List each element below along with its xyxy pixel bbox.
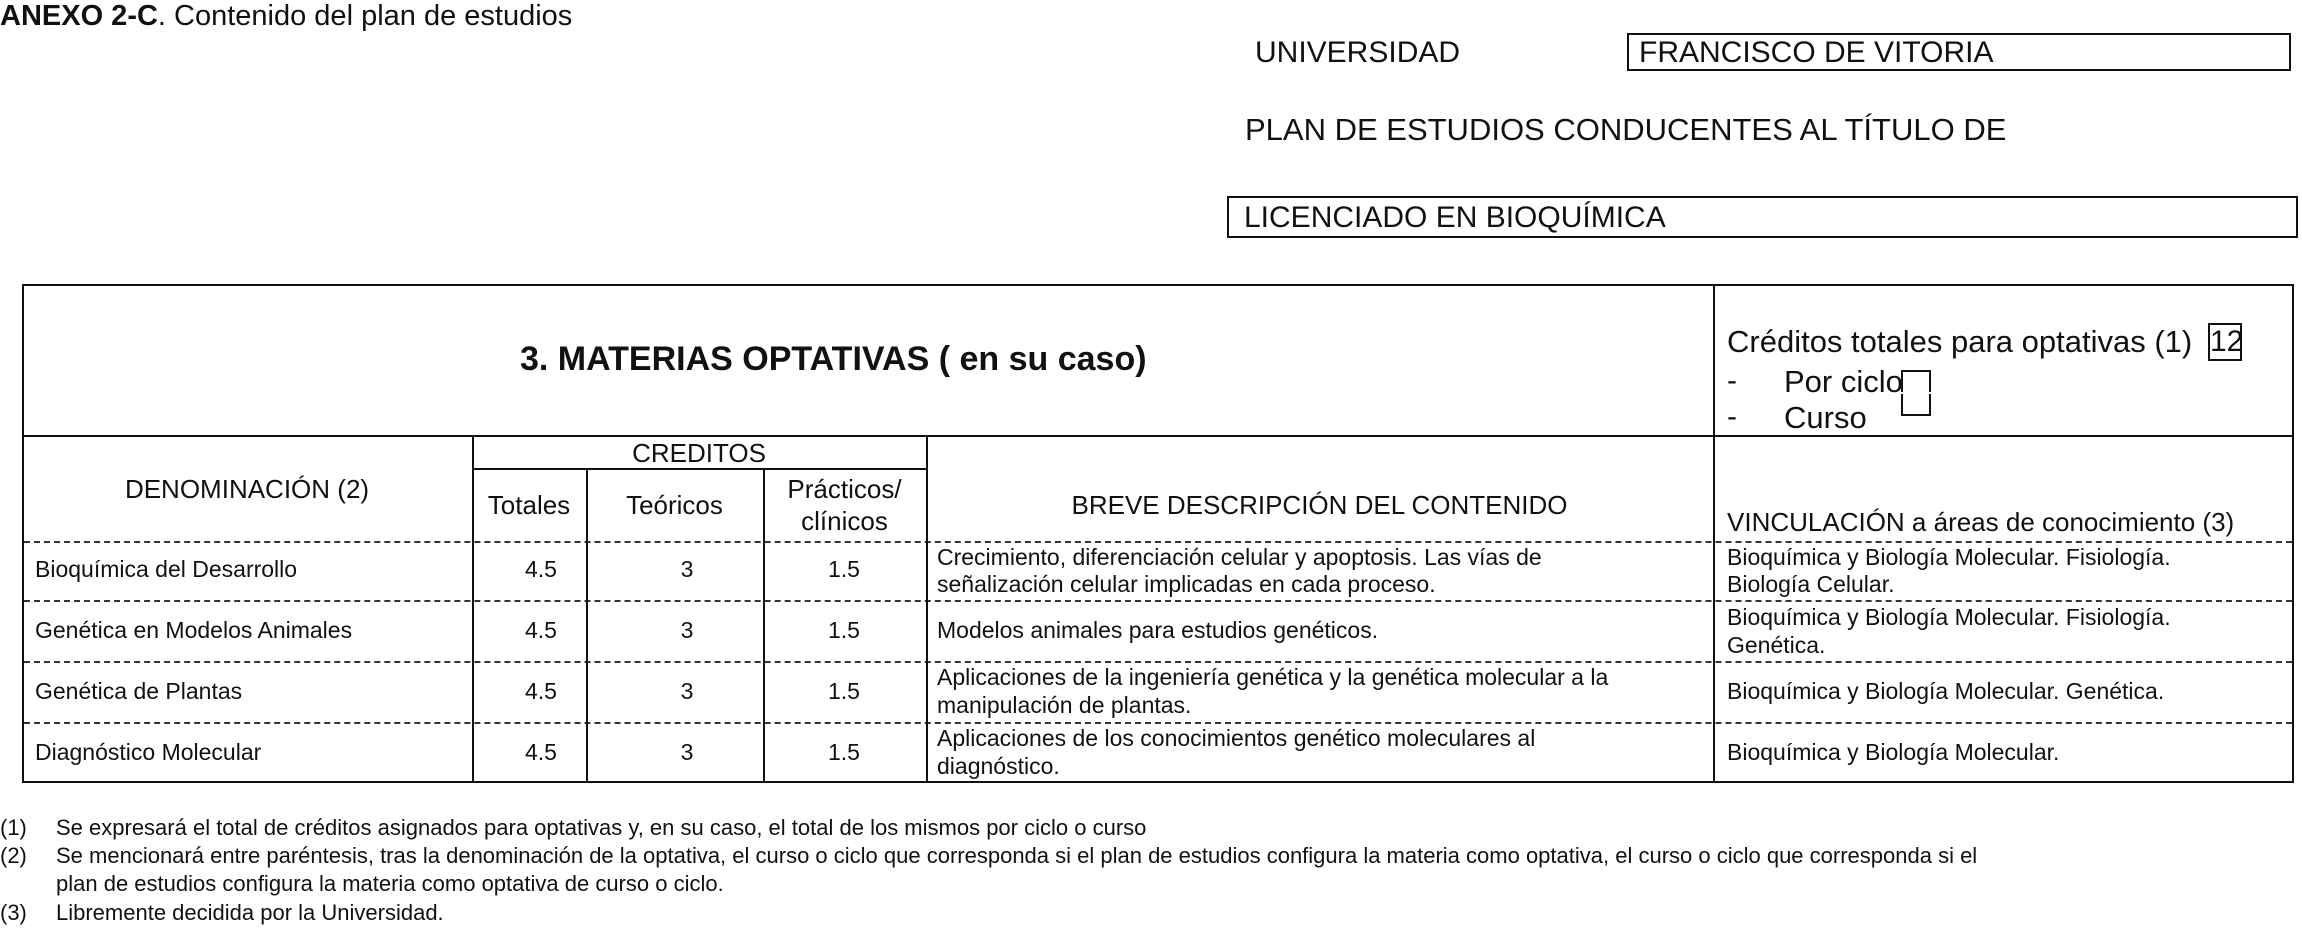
row3-totales: 4.5 — [525, 678, 557, 704]
university-value: FRANCISCO DE VITORIA — [1627, 33, 2291, 71]
row2-vinc-line2: Genética. — [1727, 632, 1826, 658]
column-divider — [472, 435, 474, 783]
row3-denominacion: Genética de Plantas — [35, 678, 243, 704]
row1-vinc-line2: Biología Celular. — [1727, 571, 1895, 597]
footnote-2-text-line2: plan de estudios configura la materia como optativa de curso o ciclo. — [56, 871, 724, 896]
footnote-2-text-line1: Se mencionará entre paréntesis, tras la denominación de la optativa, el curso o ciclo que corresponda si el plan de estudios configura la materia como optativa, el curso o ciclo que corresponda si el — [56, 843, 1978, 868]
row-divider — [24, 722, 2292, 724]
row1-denominacion: Bioquímica del Desarrollo — [35, 556, 298, 582]
degree-title: LICENCIADO EN BIOQUÍMICA — [1227, 196, 2298, 238]
row4-teoricos: 3 — [680, 739, 694, 765]
row3-practicos: 1.5 — [828, 678, 860, 704]
col-creditos: CREDITOS — [632, 438, 766, 468]
bullet-dash: - — [1727, 400, 1737, 433]
column-divider — [1713, 284, 1715, 783]
col-totales: Totales — [487, 490, 571, 520]
row1-desc-line2: señalización celular implicadas en cada proceso. — [937, 571, 1436, 597]
col-denominacion: DENOMINACIÓN (2) — [124, 474, 370, 504]
per-course-box — [1901, 394, 1931, 416]
footnote-3-text: Libremente decidida por la Universidad. — [56, 900, 444, 925]
per-cycle-label: Por ciclo — [1784, 364, 1903, 399]
row4-desc-line2: diagnóstico. — [937, 753, 1060, 779]
annex-code: ANEXO 2-C — [0, 0, 158, 32]
row1-totales: 4.5 — [525, 556, 557, 582]
row2-desc-line1: Modelos animales para estudios genéticos. — [937, 617, 1379, 643]
row3-teoricos: 3 — [680, 678, 694, 704]
footnote-2-mark: (2) — [0, 843, 27, 868]
row1-desc-line1: Crecimiento, diferenciación celular y apoptosis. Las vías de — [937, 544, 1542, 570]
footnote-3-mark: (3) — [0, 900, 27, 925]
col-practicos-line2: clínicos — [801, 506, 888, 536]
col-teoricos: Teóricos — [626, 490, 723, 520]
row4-denominacion: Diagnóstico Molecular — [35, 739, 262, 765]
annex-subtitle: . Contenido del plan de estudios — [157, 0, 573, 32]
total-credits-label: Créditos totales para optativas (1) — [1727, 324, 2193, 359]
footnote-1-text: Se expresará el total de créditos asignados para optativas y, en su caso, el total de los mismos por ciclo o curso — [56, 815, 1147, 840]
row-divider — [24, 541, 2292, 543]
row4-desc-line1: Aplicaciones de los conocimientos genético moleculares al — [937, 725, 1536, 751]
row4-practicos: 1.5 — [828, 739, 860, 765]
row1-vinc-line1: Bioquímica y Biología Molecular. Fisiología. — [1727, 544, 2171, 570]
row2-vinc-line1: Bioquímica y Biología Molecular. Fisiología. — [1727, 604, 2171, 630]
plan-title: PLAN DE ESTUDIOS CONDUCENTES AL TÍTULO DE — [1245, 112, 2007, 147]
row4-vinc-line1: Bioquímica y Biología Molecular. — [1727, 739, 2060, 765]
university-label: UNIVERSIDAD — [1255, 36, 1461, 69]
row1-practicos: 1.5 — [828, 556, 860, 582]
row3-desc-line1: Aplicaciones de la ingeniería genética y la genética molecular a la — [937, 664, 1609, 690]
header-divider — [22, 435, 2294, 437]
footnote-1-mark: (1) — [0, 815, 27, 840]
row2-totales: 4.5 — [525, 617, 557, 643]
annex-heading — [0, 0, 572, 33]
per-cycle-box — [1901, 370, 1931, 392]
per-course-label: Curso — [1784, 400, 1867, 435]
row2-practicos: 1.5 — [828, 617, 860, 643]
col-descripcion: BREVE DESCRIPCIÓN DEL CONTENIDO — [1071, 490, 1568, 520]
col-vinculacion: VINCULACIÓN a áreas de conocimiento (3) — [1727, 507, 2235, 537]
row3-desc-line2: manipulación de plantas. — [937, 692, 1192, 718]
row4-totales: 4.5 — [525, 739, 557, 765]
row-divider — [24, 600, 2292, 602]
row3-vinc-line1: Bioquímica y Biología Molecular. Genética. — [1727, 678, 2165, 704]
section-title: 3. MATERIAS OPTATIVAS ( en su caso) — [520, 340, 1147, 378]
bullet-dash: - — [1727, 364, 1737, 397]
col-practicos-line1: Prácticos/ — [787, 474, 902, 504]
row-divider — [24, 661, 2292, 663]
row2-denominacion: Genética en Modelos Animales — [35, 617, 353, 643]
row1-teoricos: 3 — [680, 556, 694, 582]
row2-teoricos: 3 — [680, 617, 694, 643]
column-divider — [926, 435, 928, 783]
total-credits-value: 12 — [2208, 323, 2242, 361]
